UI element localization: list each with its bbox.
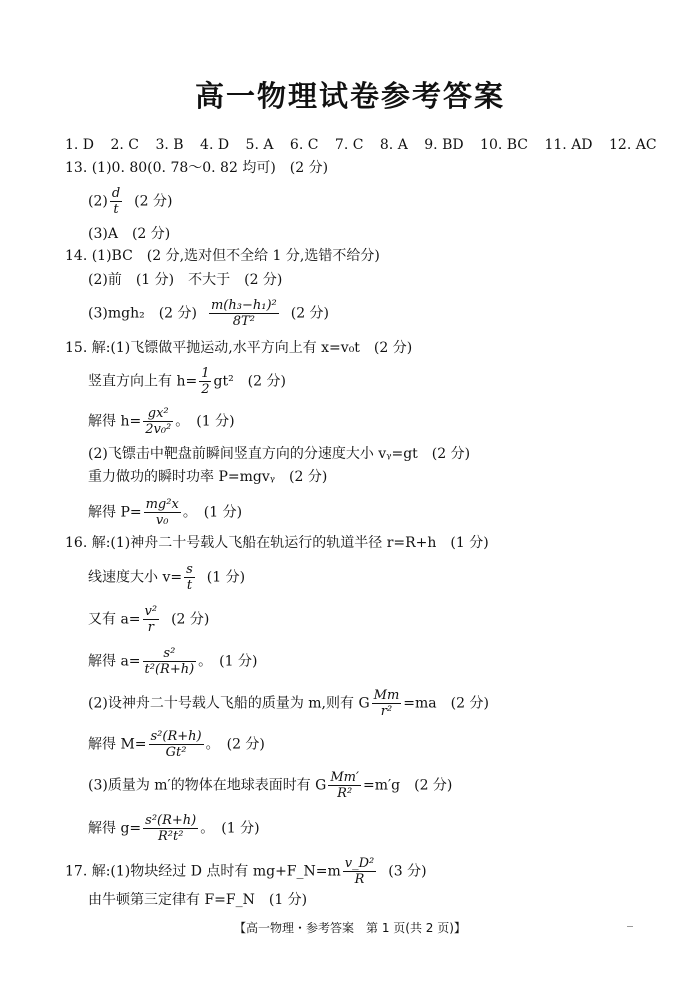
q13-line2-score: (2 分) <box>134 193 173 210</box>
q13-line1: 13. (1)0. 80(0. 78～0. 82 均可) (2 分) <box>65 160 329 176</box>
q16-fraction-g3 <box>143 813 198 844</box>
q16-line3-suffix: (2 分) <box>171 611 210 628</box>
q16-line5-prefix: (2)设神舟二十号载人飞船的质量为 m,则有 G <box>88 695 370 712</box>
q16-line8-suffix: 。 (1 分) <box>200 820 260 837</box>
fraction-denominator: v₀ <box>155 513 169 528</box>
q16-line4-prefix: 解得 a= <box>88 653 141 670</box>
q15-line5: 重力做功的瞬时功率 P=mgvᵧ (2 分) <box>88 469 328 485</box>
q16-line2 <box>88 562 245 593</box>
fraction-denominator: t <box>186 578 193 593</box>
fraction-denominator: Gt² <box>165 745 187 760</box>
q17-line1 <box>65 856 427 887</box>
q15-line6-suffix: 。 (1 分) <box>182 504 243 521</box>
q15-fraction-h <box>143 406 173 437</box>
mc-answer: 1. D <box>65 137 95 153</box>
q13-fraction <box>110 186 122 217</box>
fraction-numerator: Mm <box>373 688 400 703</box>
corner-mark <box>627 926 633 927</box>
q14-line3 <box>88 298 329 329</box>
q14-line3-prefix: (3)mgh₂ (2 分) <box>88 305 197 322</box>
q15-line2 <box>88 366 286 397</box>
q13-line2-prefix: (2) <box>88 193 108 210</box>
fraction-denominator: R²t² <box>157 829 184 844</box>
q15-line3 <box>88 406 235 437</box>
q16-line4 <box>88 646 257 677</box>
q15-line2-prefix: 竖直方向上有 h= <box>88 373 198 390</box>
mc-answer: 3. B <box>155 137 184 153</box>
q16-fraction-m <box>149 729 204 760</box>
fraction-numerator: s <box>186 562 193 577</box>
mc-answer: 9. BD <box>424 137 464 153</box>
fraction-denominator: r² <box>380 704 393 719</box>
q16-line8 <box>88 813 260 844</box>
fraction-denominator: r <box>147 620 154 635</box>
q17-line2: 由牛顿第三定律有 F=F_N (1 分) <box>88 892 308 908</box>
q15-fraction-p <box>144 497 181 528</box>
q15-line1: 15. 解:(1)飞镖做平抛运动,水平方向上有 x=v₀t (2 分) <box>65 340 413 356</box>
q16-line3 <box>88 604 209 635</box>
mc-answer: 11. AD <box>544 137 593 153</box>
fraction-numerator: m(h₃−h₁)² <box>210 298 277 313</box>
q16-fraction-g2 <box>328 770 361 801</box>
fraction-denominator: R² <box>337 786 353 801</box>
mc-answer: 6. C <box>289 137 319 153</box>
fraction-numerator: v_D² <box>344 856 375 871</box>
mc-answer: 10. BC <box>480 137 529 153</box>
q16-line7-prefix: (3)质量为 m′的物体在地球表面时有 G <box>88 777 327 794</box>
fraction-denominator: t <box>113 202 119 217</box>
q14-line3-score: (2 分) <box>290 305 330 322</box>
page-footer: 【高一物理・参考答案 第 1 页(共 2 页)】 <box>234 921 466 935</box>
mc-answer: 2. C <box>110 137 140 153</box>
fraction-numerator: s²(R+h) <box>150 729 202 744</box>
fraction-numerator: s²(R+h) <box>145 813 197 828</box>
mc-answer: 8. A <box>379 137 408 153</box>
q17-line1-suffix: (3 分) <box>388 863 427 880</box>
q16-line8-prefix: 解得 g= <box>88 820 142 837</box>
multiple-choice-answers <box>65 135 669 155</box>
fraction-numerator: 1 <box>201 366 210 381</box>
q16-line4-suffix: 。 (1 分) <box>198 653 258 670</box>
q16-fraction-g <box>372 688 402 719</box>
q16-line6 <box>88 729 265 760</box>
q15-fraction-half <box>199 366 211 397</box>
page-title: 高一物理试卷参考答案 <box>194 79 505 113</box>
q16-line7-suffix: =m′g (2 分) <box>362 777 453 794</box>
q16-line7 <box>88 770 452 801</box>
q16-line6-prefix: 解得 M= <box>88 736 147 753</box>
q14-line2: (2)前 (1 分) 不大于 (2 分) <box>88 272 283 288</box>
q17-line1-prefix: 17. 解:(1)物块经过 D 点时有 mg+F_N=m <box>65 863 341 880</box>
q16-line3-prefix: 又有 a= <box>88 611 141 628</box>
q16-fraction-v <box>184 562 195 593</box>
q15-line6 <box>88 497 242 528</box>
q15-line2-suffix: gt² (2 分) <box>213 373 286 390</box>
q16-line6-suffix: 。 (2 分) <box>205 736 265 753</box>
fraction-numerator: Mm′ <box>330 770 359 785</box>
fraction-numerator: gx² <box>143 406 173 422</box>
fraction-denominator: 8T² <box>232 314 255 329</box>
fraction-numerator: v² <box>144 604 158 619</box>
q15-line3-prefix: 解得 h= <box>88 413 142 430</box>
mc-answer: 4. D <box>200 137 230 153</box>
fraction-denominator: 2 <box>201 382 210 397</box>
fraction-denominator: R <box>354 872 365 887</box>
q16-line5 <box>88 688 489 719</box>
q17-fraction <box>343 856 376 887</box>
q16-line5-suffix: =ma (2 分) <box>403 695 489 712</box>
mc-answer: 12. AC <box>609 137 657 153</box>
fraction-numerator: d <box>111 186 121 201</box>
fraction-denominator: t²(R+h) <box>144 662 195 677</box>
fraction-denominator: 2v₀² <box>145 422 172 437</box>
q16-fraction-a2 <box>143 646 197 677</box>
q16-line1: 16. 解:(1)神舟二十号载人飞船在轨运行的轨道半径 r=R+h (1 分) <box>65 535 489 551</box>
q15-line3-suffix: 。 (1 分) <box>175 413 235 430</box>
q14-line1: 14. (1)BC (2 分,选对但不全给 1 分,选错不给分) <box>65 248 380 264</box>
q16-line2-suffix: (1 分) <box>206 569 246 586</box>
q15-line4: (2)飞镖击中靶盘前瞬间竖直方向的分速度大小 vᵧ=gt (2 分) <box>88 446 471 462</box>
q16-line2-prefix: 线速度大小 v= <box>88 569 183 586</box>
mc-answer: 5. A <box>245 137 274 153</box>
q13-line2 <box>88 186 172 217</box>
q16-fraction-a <box>143 604 160 635</box>
fraction-numerator: s² <box>143 646 197 662</box>
q14-fraction <box>209 298 279 329</box>
q13-line3: (3)A (2 分) <box>88 226 171 242</box>
fraction-numerator: mg²x <box>145 497 179 512</box>
q15-line6-prefix: 解得 P= <box>88 504 142 521</box>
mc-answer: 7. C <box>334 137 364 153</box>
